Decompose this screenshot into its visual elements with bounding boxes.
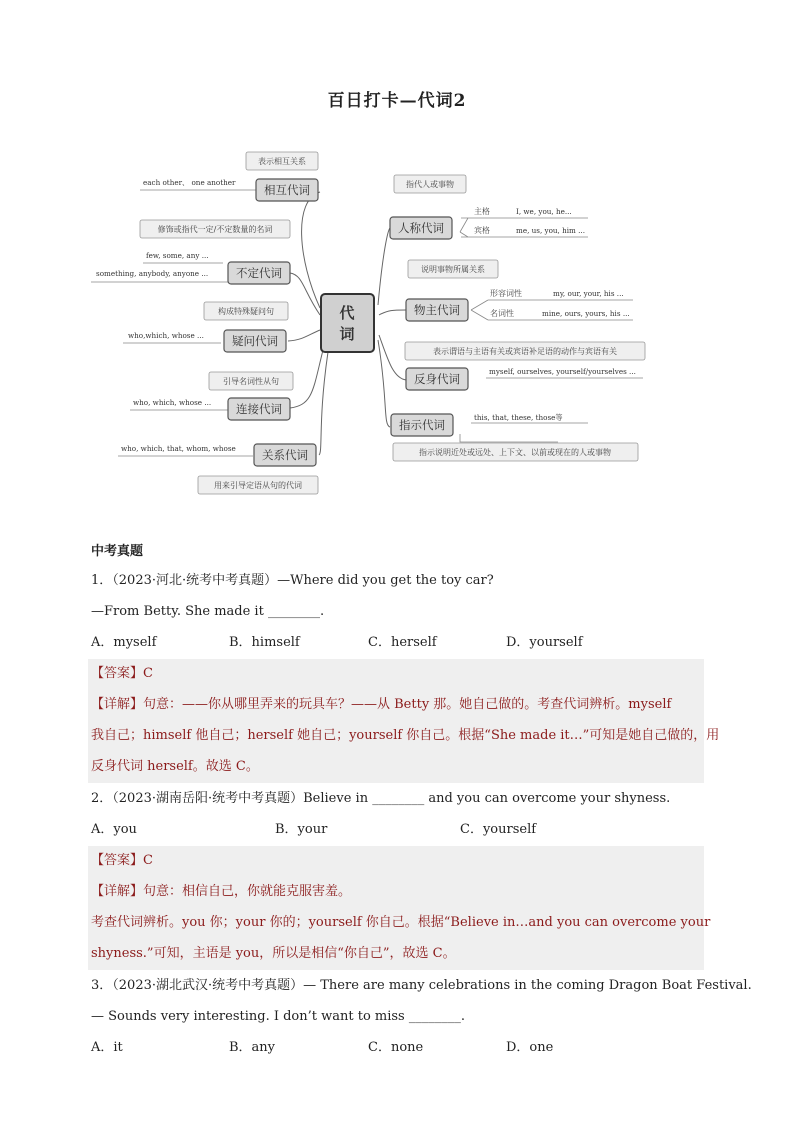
svg-text:who, which, whose ...: who, which, whose ... [133,398,212,407]
q2-answer: 【答案】C [91,853,153,868]
q1-option-b: B．himself [229,635,300,650]
svg-text:I, we, you, he...: I, we, you, he... [516,207,572,216]
svg-text:指示说明近处或远处、上下文、以前或现在的人或事物: 指示说明近处或远处、上下文、以前或现在的人或事物 [419,448,611,457]
node-indefinite [96,220,290,284]
svg-text:反身代词: 反身代词 [414,372,460,386]
node-reciprocal [143,152,318,201]
q3-stem: 3．（2023·湖北武汉·统考中考真题）— There are many celebrations in the coming Dragon Boat Festival. [91,978,752,993]
q1-answer: 【答案】C [91,666,153,681]
q1-line2: —From Betty. She made it ________. [91,604,325,619]
svg-text:构成特殊疑问句: 构成特殊疑问句 [218,307,274,316]
svg-text:形容词性: 形容词性 [490,289,522,298]
svg-text:物主代词: 物主代词 [414,303,460,317]
svg-text:something, anybody, anyone ...: something, anybody, anyone ... [96,269,209,278]
svg-text:mine, ours, yours, his ...: mine, ours, yours, his ... [542,309,630,318]
svg-text:用来引导定语从句的代词: 用来引导定语从句的代词 [214,481,302,490]
page-title: 百日打卡—代词2 [327,91,467,111]
svg-text:me, us, you, him ...: me, us, you, him ... [516,226,585,235]
svg-text:my, our, your, his ...: my, our, your, his ... [553,289,624,298]
svg-text:who, which, that, whom, whose: who, which, that, whom, whose [121,444,236,453]
svg-text:不定代词: 不定代词 [236,266,282,280]
center-node [321,294,374,352]
q3-option-c: C．none [368,1040,424,1055]
section-title: 中考真题 [91,544,144,559]
q1-explanation-1: 【详解】句意：——你从哪里弄来的玩具车？——从 Betty 那。她自己做的。考查代词辨析。myself [91,697,672,712]
svg-text:指示代词: 指示代词 [399,418,445,432]
svg-text:连接代词: 连接代词 [236,402,282,416]
svg-text:each other、 one another: each other、 one another [143,178,236,187]
q2-explanation-3: shyness.”可知，主语是 you，所以是相信“你自己”，故选 C。 [91,946,456,961]
node-demonstrative [391,413,638,461]
q1-explanation-2: 我自己；himself 他自己；herself 她自己；yourself 你自己。根据“She made it…”可知是她自己做的，用 [91,728,720,743]
svg-text:宾格: 宾格 [474,226,490,235]
pronoun-mindmap [88,140,658,510]
svg-text:引导名词性从句: 引导名词性从句 [223,377,279,386]
q1-option-a: A．myself [91,635,157,650]
q1-stem: 1．（2023·河北·统考中考真题）—Where did you get the toy car? [91,573,494,588]
q2-explanation-1: 【详解】句意：相信自己，你就能克服害羞。 [91,884,352,899]
node-conjunctive [133,372,293,420]
q3-line2: — Sounds very interesting. I don’t want to miss ________. [91,1009,465,1024]
svg-text:修饰或指代一定/不定数量的名词: 修饰或指代一定/不定数量的名词 [157,225,273,234]
node-interrogative [128,302,288,352]
q1-explanation-3: 反身代词 herself。故选 C。 [91,759,259,774]
svg-text:指代人或事物: 指代人或事物 [406,180,454,189]
q3-option-a: A．it [91,1040,123,1055]
svg-text:词: 词 [339,325,355,343]
q2-option-b: B．your [275,822,328,837]
svg-text:主格: 主格 [474,207,490,216]
svg-text:名词性: 名词性 [490,309,514,318]
q2-option-a: A．you [91,822,137,837]
node-reflexive [405,342,645,390]
node-possessive [406,260,630,321]
svg-text:关系代词: 关系代词 [262,448,308,462]
svg-text:代: 代 [339,304,355,322]
svg-text:表示谓语与主语有关或宾语补足语的动作与宾语有关: 表示谓语与主语有关或宾语补足语的动作与宾语有关 [433,347,617,356]
svg-text:疑问代词: 疑问代词 [232,334,278,348]
q2-explanation-2: 考查代词辨析。you 你；your 你的；yourself 你自己。根据“Believe in…and you can overcome your [91,915,711,930]
node-personal [390,175,585,239]
svg-text:人称代词: 人称代词 [398,221,444,235]
node-relative [121,444,318,494]
svg-text:few, some, any ...: few, some, any ... [146,251,209,260]
q3-option-d: D．one [506,1040,554,1055]
svg-text:who,which, whose ...: who,which, whose ... [128,331,204,340]
q1-option-d: D．yourself [506,635,583,650]
svg-text:myself, ourselves, yourself/yo: myself, ourselves, yourself/yourselves ... [489,367,636,376]
svg-text:this, that, these, those等: this, that, these, those等 [474,413,563,422]
svg-text:说明事物所属关系: 说明事物所属关系 [421,265,485,274]
svg-text:表示相互关系: 表示相互关系 [258,157,306,166]
svg-text:相互代词: 相互代词 [264,183,310,197]
q2-stem: 2．（2023·湖南岳阳·统考中考真题）Believe in ________ and you can overcome your shyness. [91,791,671,806]
q3-option-b: B．any [229,1040,276,1055]
q1-option-c: C．herself [368,635,437,650]
q2-option-c: C．yourself [460,822,537,837]
